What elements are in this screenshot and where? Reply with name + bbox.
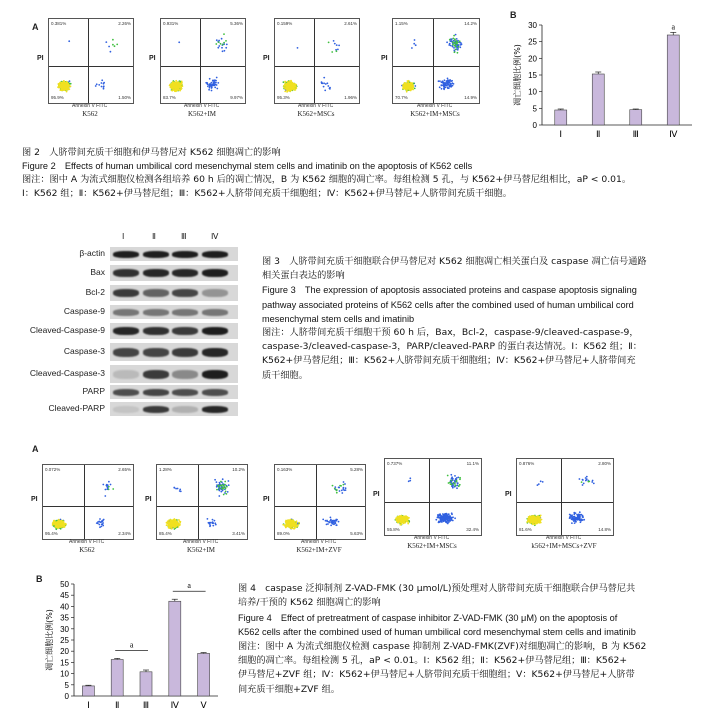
- panel-letter-a: A: [32, 22, 39, 32]
- quadrant-q4-percent: 1.96%: [344, 95, 357, 100]
- blot-band: [113, 327, 139, 335]
- x-category-label: Ⅰ: [87, 700, 90, 710]
- significance-mark: a: [129, 640, 134, 650]
- blot-band: [172, 348, 198, 357]
- fig4-bar-chart: [30, 576, 230, 716]
- quadrant-q1-percent: 0.159%: [277, 21, 293, 26]
- fig4-caption: [238, 582, 716, 697]
- flow-sample-label: K562+IM+MSCs: [407, 542, 457, 550]
- lane-label: Ⅲ: [181, 232, 187, 241]
- flow-y-axis-label: PI: [505, 491, 512, 498]
- flow-x-axis-label: Annexin V FITC: [183, 539, 219, 545]
- x-category-label: Ⅱ: [596, 129, 601, 139]
- blot-band: [113, 348, 139, 357]
- blot-row-label: Bcl-2: [85, 287, 105, 297]
- quadrant-q3-percent: 85.4%: [159, 531, 172, 536]
- flow-y-axis-label: PI: [373, 491, 380, 498]
- quadrant-q4-percent: 3.41%: [232, 531, 245, 536]
- flow-y-axis-label: PI: [149, 55, 156, 62]
- y-tick-label: 5: [64, 680, 69, 690]
- flow-scatter-cloud: [157, 465, 247, 539]
- blot-band: [143, 269, 169, 277]
- quadrant-q3-percent: 81.6%: [519, 527, 532, 532]
- blot-band: [113, 269, 139, 277]
- blot-band: [143, 406, 169, 413]
- blot-band: [143, 327, 169, 335]
- blot-band: [172, 269, 198, 277]
- blot-band: [172, 251, 198, 258]
- flow-x-axis-label: Annexin V FITC: [184, 103, 220, 109]
- quadrant-divider-horizontal: [161, 66, 245, 67]
- flow-plot: [146, 464, 248, 562]
- blot-row-label: PARP: [82, 386, 105, 396]
- y-tick-label: 30: [60, 624, 69, 634]
- caption-line: Figure 2 Effects of human umbilical cord mesenchymal stem cells and imatinib on the apoptosis of K562 cells: [22, 160, 473, 171]
- caption-line: caspase-3/cleaved-caspase-3，PARP/cleaved-PARP 的蛋白表达情况。Ⅰ：K562 组；Ⅱ：: [262, 341, 642, 353]
- flow-x-axis-label: Annexin V FITC: [546, 535, 582, 541]
- quadrant-q2-percent: 11.1%: [466, 461, 479, 466]
- quadrant-q1-percent: 0.163%: [277, 467, 293, 472]
- quadrant-q2-percent: 2.26%: [118, 21, 131, 26]
- flow-plot: [32, 464, 134, 562]
- flow-scatter-cloud: [393, 19, 479, 103]
- blot-row-label: Cleaved-Caspase-3: [29, 368, 105, 378]
- flow-x-axis-label: Annexin V FITC: [417, 103, 453, 109]
- blot-strip: [110, 247, 238, 261]
- flow-plot: [264, 464, 366, 562]
- bar: [667, 35, 679, 125]
- blot-strip: [110, 365, 238, 383]
- blot-row-label: β-actin: [79, 248, 105, 258]
- caption-line: K562 cells after the combined used of human umbilical cord mesenchymal stem cells and imatinib: [238, 627, 636, 638]
- quadrant-q3-percent: 83.7%: [163, 95, 176, 100]
- blot-row-label: Caspase-9: [63, 306, 105, 316]
- quadrant-divider-vertical: [314, 19, 315, 103]
- quadrant-q2-percent: 2.80%: [598, 461, 611, 466]
- quadrant-divider-vertical: [561, 459, 562, 535]
- quadrant-divider-vertical: [429, 459, 430, 535]
- quadrant-q3-percent: 95.4%: [45, 531, 58, 536]
- caption-line: 图 4 caspase 泛抑制剂 Z-VAD-FMK (30 μmol/L)预处理对人脐带间充质干细胞联合伊马替尼共: [238, 583, 636, 594]
- flow-y-axis-label: PI: [145, 496, 152, 503]
- flow-plot-area: [384, 458, 482, 536]
- blot-strip: [110, 385, 238, 399]
- blot-strip: [110, 343, 238, 361]
- blot-row-label: Caspase-3: [63, 346, 105, 356]
- flow-y-axis-label: PI: [381, 55, 388, 62]
- blot-band: [172, 370, 198, 379]
- quadrant-divider-vertical: [433, 19, 434, 103]
- caption-line: 细胞的凋亡率。每组检测 5 孔，aP < 0.01。Ⅰ：K562 组；Ⅱ：K562+伊马替尼组；Ⅲ：K562+: [238, 655, 628, 667]
- quadrant-q3-percent: 95.3%: [277, 95, 290, 100]
- y-tick-label: 0: [64, 692, 69, 701]
- caption-line: 相关蛋白表达的影响: [262, 270, 345, 282]
- flow-y-axis-label: PI: [263, 496, 270, 503]
- blot-band: [172, 309, 198, 316]
- y-tick-label: 25: [528, 37, 537, 47]
- bar: [111, 659, 123, 696]
- quadrant-q3-percent: 55.8%: [387, 527, 400, 532]
- blot-band: [143, 370, 169, 379]
- blot-band: [113, 251, 139, 258]
- caption-line: 质干细胞。: [262, 369, 308, 381]
- quadrant-q3-percent: 95.9%: [51, 95, 64, 100]
- flow-scatter-cloud: [517, 459, 613, 535]
- flow-plot: [264, 18, 360, 126]
- quadrant-q1-percent: 0.737%: [387, 461, 403, 466]
- caption-line: 图 3 人脐带间充质干细胞联合伊马替尼对 K562 细胞凋亡相关蛋白及 caspase 凋亡信号通路: [262, 256, 647, 267]
- bar: [592, 74, 604, 125]
- quadrant-q2-percent: 2.65%: [118, 467, 131, 472]
- blot-strip: [110, 323, 238, 339]
- blot-band: [113, 389, 139, 396]
- flow-plot: [382, 18, 480, 126]
- flow-plot: [150, 18, 246, 126]
- bar: [555, 110, 567, 125]
- quadrant-q4-percent: 5.63%: [350, 531, 363, 536]
- lane-label: Ⅳ: [211, 232, 219, 241]
- y-tick-label: 5: [532, 104, 537, 114]
- significance-mark: a: [671, 22, 676, 32]
- caption-line: 间充质干细胞+ZVF 组。: [238, 683, 340, 695]
- blot-band: [113, 406, 139, 413]
- blot-band: [202, 389, 228, 396]
- y-tick-label: 45: [60, 591, 69, 601]
- blot-band: [143, 309, 169, 316]
- flow-sample-label: K562: [79, 546, 95, 554]
- caption-line: mesenchymal stem cells and imatinib: [262, 313, 415, 324]
- quadrant-divider-horizontal: [275, 506, 365, 507]
- blot-strip: [110, 305, 238, 319]
- blot-band: [143, 348, 169, 357]
- flow-sample-label: K562+IM+ZVF: [296, 546, 342, 554]
- x-category-label: Ⅳ: [170, 700, 179, 710]
- quadrant-q1-percent: 1.15%: [395, 21, 408, 26]
- quadrant-q1-percent: 0.072%: [45, 467, 61, 472]
- quadrant-divider-vertical: [316, 465, 317, 539]
- blot-band: [202, 251, 228, 258]
- y-tick-label: 10: [528, 87, 537, 97]
- lane-label: Ⅱ: [152, 232, 156, 241]
- y-axis-label: 凋亡细胞比例(%): [45, 609, 54, 671]
- caption-line: 伊马替尼+ZVF 组；Ⅳ：K562+伊马替尼+人脐带间充质干细胞组；Ⅴ：K562+伊马替尼+人脐带: [238, 669, 635, 681]
- quadrant-q1-percent: 0.931%: [163, 21, 179, 26]
- quadrant-q1-percent: 0.381%: [51, 21, 67, 26]
- panel-letter-a: A: [32, 444, 39, 454]
- flow-x-axis-label: Annexin V FITC: [298, 103, 334, 109]
- flow-x-axis-label: Annexin V FITC: [414, 535, 450, 541]
- quadrant-q4-percent: 2.34%: [118, 531, 131, 536]
- panel-letter-b: B: [510, 10, 517, 20]
- blot-band: [113, 289, 139, 297]
- quadrant-q2-percent: 14.2%: [464, 21, 477, 26]
- y-tick-label: 35: [60, 613, 69, 623]
- blot-band: [202, 309, 228, 316]
- blot-strip: [110, 265, 238, 281]
- blot-strip: [110, 285, 238, 301]
- y-tick-label: 30: [528, 21, 537, 30]
- bar: [198, 653, 210, 696]
- quadrant-divider-horizontal: [49, 66, 133, 67]
- caption-line: 培养/干预的 K562 细胞凋亡的影响: [238, 597, 381, 609]
- x-category-label: Ⅰ: [559, 129, 563, 139]
- caption-line: K562+伊马替尼组；Ⅲ：K562+人脐带间充质干细胞组；Ⅳ：K562+伊马替尼+人脐带间充: [262, 355, 636, 367]
- quadrant-q4-percent: 9.97%: [230, 95, 243, 100]
- blot-band: [113, 370, 139, 379]
- blot-row-label: Bax: [90, 267, 105, 277]
- blot-band: [202, 406, 228, 413]
- quadrant-q2-percent: 10.2%: [232, 467, 245, 472]
- flow-plot-area: [516, 458, 614, 536]
- quadrant-q4-percent: 32.4%: [466, 527, 479, 532]
- y-tick-label: 40: [60, 602, 69, 612]
- y-tick-label: 20: [528, 54, 537, 64]
- flow-plot-area: [156, 464, 248, 540]
- quadrant-q2-percent: 2.61%: [344, 21, 357, 26]
- y-tick-label: 0: [532, 121, 537, 130]
- blot-band: [172, 327, 198, 335]
- fig2-caption: [22, 146, 712, 200]
- quadrant-q2-percent: 5.28%: [350, 467, 363, 472]
- quadrant-divider-horizontal: [157, 506, 247, 507]
- blot-row-label: Cleaved-PARP: [48, 403, 105, 413]
- blot-band: [202, 370, 228, 379]
- quadrant-q3-percent: 89.0%: [277, 531, 290, 536]
- flow-x-axis-label: Annexin V FITC: [301, 539, 337, 545]
- caption-line: 图注：图中 A 为流式细胞仪检测各组培养 60 h 后的凋亡情况，B 为 K562 细胞的凋亡率。每组检测 5 孔，与 K562+伊马替尼组相比，aP < 0.01。: [22, 174, 632, 186]
- bar: [82, 686, 94, 696]
- quadrant-divider-horizontal: [517, 502, 613, 503]
- quadrant-q4-percent: 14.9%: [464, 95, 477, 100]
- quadrant-q3-percent: 70.7%: [395, 95, 408, 100]
- caption-line: Figure 3 The expression of apoptosis associated proteins and caspase apoptosis signaling: [262, 285, 637, 296]
- fig2-bar-chart: [500, 15, 700, 145]
- significance-mark: a: [187, 581, 191, 591]
- blot-band: [113, 309, 139, 316]
- flow-plot: [38, 18, 134, 126]
- flow-y-axis-label: PI: [31, 496, 38, 503]
- x-category-label: Ⅴ: [200, 700, 207, 710]
- quadrant-divider-vertical: [198, 465, 199, 539]
- flow-scatter-cloud: [161, 19, 245, 103]
- quadrant-q1-percent: 1.28%: [159, 467, 172, 472]
- quadrant-divider-vertical: [200, 19, 201, 103]
- bar: [169, 601, 181, 696]
- flow-scatter-cloud: [43, 465, 133, 539]
- flow-y-axis-label: PI: [37, 55, 44, 62]
- y-tick-label: 15: [60, 658, 69, 668]
- caption-line: Figure 4 Effect of pretreatment of caspase inhibitor Z-VAD-FMK (30 μM) on the apoptosis of: [238, 612, 618, 623]
- y-tick-label: 25: [60, 636, 69, 645]
- blot-band: [143, 289, 169, 297]
- x-category-label: Ⅲ: [142, 700, 150, 710]
- flow-sample-label: K562+MSCs: [297, 110, 335, 118]
- blot-row-label: Cleaved-Caspase-9: [29, 325, 105, 335]
- fig3-caption: [262, 255, 712, 383]
- blot-band: [172, 389, 198, 396]
- bar: [140, 672, 152, 696]
- flow-plot: [506, 458, 614, 558]
- flow-y-axis-label: PI: [263, 55, 270, 62]
- quadrant-q4-percent: 1.50%: [118, 95, 131, 100]
- flow-scatter-cloud: [275, 465, 365, 539]
- panel-letter-b: B: [36, 574, 43, 584]
- blot-band: [202, 269, 228, 277]
- flow-sample-label: K562+IM: [187, 110, 217, 118]
- x-category-label: Ⅲ: [632, 129, 639, 139]
- flow-scatter-cloud: [385, 459, 481, 535]
- flow-plot-area: [274, 464, 366, 540]
- y-axis-label: 凋亡细胞比例(%): [513, 44, 522, 106]
- blot-band: [172, 289, 198, 297]
- x-category-label: Ⅱ: [114, 700, 120, 710]
- quadrant-q4-percent: 14.8%: [598, 527, 611, 532]
- flow-plot-area: [48, 18, 134, 104]
- flow-scatter-cloud: [49, 19, 133, 103]
- caption-line: 图注：人脐带间充质干细胞干预 60 h 后，Bax，Bcl-2，caspase-9/cleaved-caspase-9，: [262, 327, 639, 339]
- quadrant-divider-horizontal: [43, 506, 133, 507]
- flow-plot: [374, 458, 482, 558]
- quadrant-divider-horizontal: [275, 66, 359, 67]
- caption-line: 图 2 人脐带间充质干细胞和伊马替尼对 K562 细胞凋亡的影响: [22, 147, 281, 158]
- x-category-label: Ⅳ: [669, 129, 678, 139]
- y-tick-label: 50: [60, 580, 69, 589]
- quadrant-q2-percent: 5.36%: [230, 21, 243, 26]
- flow-x-axis-label: Annexin V FITC: [69, 539, 105, 545]
- flow-sample-label: k562+IM+MSCs+ZVF: [531, 542, 597, 550]
- flow-sample-label: K562+IM+MSCs: [410, 110, 460, 118]
- flow-plot-area: [42, 464, 134, 540]
- flow-sample-label: K562: [82, 110, 98, 118]
- blot-band: [172, 406, 198, 413]
- y-tick-label: 10: [60, 669, 69, 679]
- y-tick-label: 15: [528, 71, 537, 80]
- quadrant-divider-vertical: [88, 19, 89, 103]
- bar: [630, 110, 642, 125]
- caption-line: 图注：图中 A 为流式细胞仪检测 caspase 抑制剂 Z-VAD-FMK(ZVF)对细胞凋亡的影响，B 为 K562: [238, 640, 647, 652]
- caption-line: Ⅰ：K562 组；Ⅱ：K562+伊马替尼组；Ⅲ：K562+人脐带间充质干细胞组；Ⅳ：K562+伊马替尼+人脐带间充质干细胞。: [22, 187, 512, 199]
- flow-x-axis-label: Annexin V FITC: [72, 103, 108, 109]
- quadrant-divider-horizontal: [385, 502, 481, 503]
- flow-plot-area: [274, 18, 360, 104]
- flow-scatter-cloud: [275, 19, 359, 103]
- quadrant-q1-percent: 0.876%: [519, 461, 535, 466]
- flow-sample-label: K562+IM: [186, 546, 216, 554]
- blot-band: [143, 251, 169, 258]
- blot-band: [202, 289, 228, 297]
- lane-label: Ⅰ: [122, 232, 125, 241]
- blot-band: [143, 389, 169, 396]
- flow-plot-area: [392, 18, 480, 104]
- blot-band: [202, 327, 228, 335]
- caption-line: pathway associated proteins of K562 cells after the combined used of human umbilical cord: [262, 299, 634, 310]
- blot-strip: [110, 402, 238, 416]
- flow-plot-area: [160, 18, 246, 104]
- quadrant-divider-vertical: [84, 465, 85, 539]
- y-tick-label: 20: [60, 647, 69, 657]
- quadrant-divider-horizontal: [393, 66, 479, 67]
- blot-band: [202, 348, 228, 357]
